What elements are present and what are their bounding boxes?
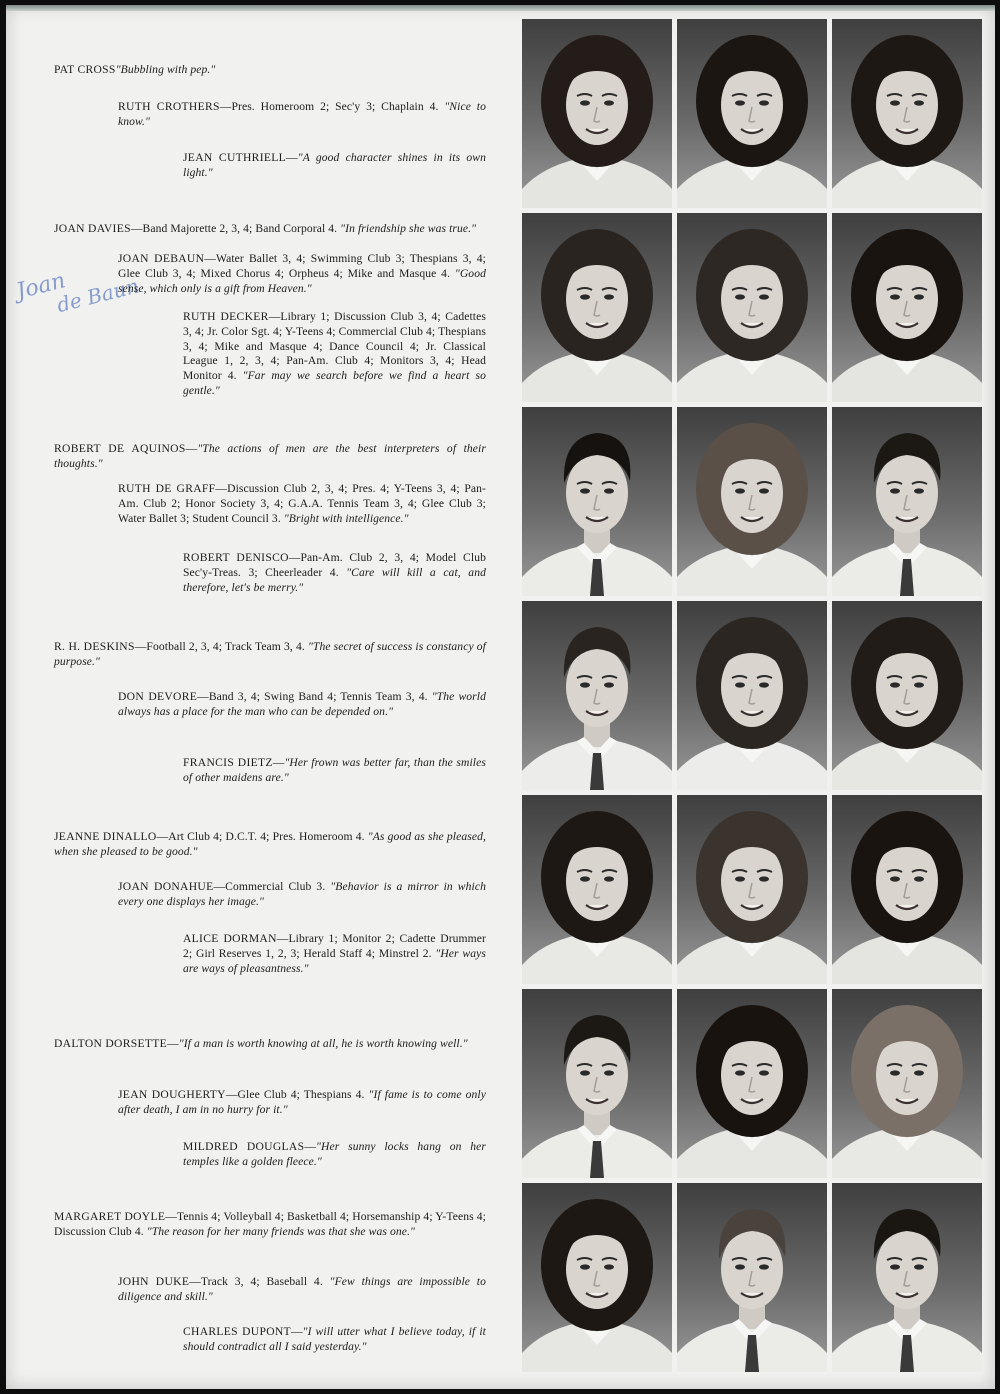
student-name: R. H. DESKINS xyxy=(54,640,135,653)
student-name: ROBERT DENISCO xyxy=(183,551,289,564)
portrait-photo xyxy=(522,213,672,402)
portrait-photo xyxy=(677,1183,827,1372)
senior-quote: "The actions of men are the best interpreters of their thoughts." xyxy=(54,442,486,470)
senior-quote: "Bright with intelligence." xyxy=(283,511,409,525)
student-name: JOAN DONAHUE xyxy=(118,880,214,893)
portrait-image xyxy=(677,601,827,790)
senior-quote: "Few things are impossible to diligence and skill." xyxy=(118,1275,486,1303)
portrait-image xyxy=(677,989,827,1178)
activities: —Pan-Am. Club 2, 3, 4; Model Club Sec'y-Treas. 3; Cheerleader 4. xyxy=(183,551,486,579)
portrait-image xyxy=(522,795,672,984)
activities: — xyxy=(286,151,298,164)
senior-quote: "A good character shines in its own light." xyxy=(183,151,486,179)
portrait-photo xyxy=(522,19,672,208)
activities: — xyxy=(272,756,285,769)
activities: —Tennis 4; Volleyball 4; Basketball 4; Horsemanship 4; Y-Teens 4; Discussion Club 4. xyxy=(54,1210,486,1238)
senior-entry xyxy=(118,690,486,720)
student-name: ROBERT DE AQUINOS xyxy=(54,442,186,455)
portrait-photo xyxy=(832,407,982,596)
student-name: RUTH DECKER xyxy=(183,310,269,323)
senior-quote: "If a man is worth knowing at all, he is worth knowing well." xyxy=(178,1037,468,1050)
portrait-image xyxy=(677,1183,827,1372)
activities: —Water Ballet 3, 4; Swimming Club 3; Thespians 3, 4; Glee Club 3, 4; Mixed Chorus 4; Orpheus 4; Mike and Masque 4. xyxy=(118,252,487,280)
portrait-photo xyxy=(522,407,672,596)
portrait-image xyxy=(832,407,982,596)
senior-quote: "Her frown was better far, than the smiles of other maidens are." xyxy=(183,756,486,784)
student-name: CHARLES DUPONT xyxy=(183,1325,291,1338)
student-name: MARGARET DOYLE xyxy=(54,1210,166,1223)
portrait-photo xyxy=(677,795,827,984)
portrait-image xyxy=(522,407,672,596)
activities: — xyxy=(185,442,198,455)
portrait-image xyxy=(677,795,827,984)
portrait-photo xyxy=(522,989,672,1178)
portrait-image xyxy=(832,213,982,402)
senior-entry xyxy=(54,63,486,78)
student-name: FRANCIS DIETZ xyxy=(183,756,273,769)
senior-entry xyxy=(118,482,486,526)
portrait-image xyxy=(832,19,982,208)
senior-entry xyxy=(118,880,486,910)
student-name: JOAN DEBAUN xyxy=(118,252,205,265)
senior-quote: "Far may we search before we find a heart so gentle." xyxy=(183,369,486,397)
portrait-image xyxy=(522,601,672,790)
student-name: RUTH DE GRAFF xyxy=(118,482,216,495)
senior-entry xyxy=(54,222,486,237)
portrait-photo xyxy=(677,19,827,208)
portrait-photo xyxy=(832,19,982,208)
senior-entry xyxy=(54,830,486,860)
senior-quote: "The world always has a place for the man who can be depended on." xyxy=(118,690,487,718)
portrait-image xyxy=(522,989,672,1178)
student-name: DALTON DORSETTE xyxy=(54,1037,168,1050)
portrait-image xyxy=(832,601,982,790)
senior-entry xyxy=(183,151,486,181)
senior-entry xyxy=(183,1140,486,1170)
student-name: MILDRED DOUGLAS xyxy=(183,1140,305,1153)
senior-quote: "The secret of success is constancy of purpose." xyxy=(54,640,486,668)
activities: —Library 1; Monitor 2; Cadette Drummer 2; Girl Reserves 1, 2, 3; Herald Staff 4; Minstrel 2. xyxy=(183,932,486,960)
activities: —Commercial Club 3. xyxy=(213,880,331,893)
senior-quote: "Bubbling with pep." xyxy=(115,63,216,76)
portrait-image xyxy=(522,1183,672,1372)
senior-quote: "Nice to know." xyxy=(118,100,486,128)
senior-quote: "Good sense, which only is a gift from Heaven." xyxy=(118,266,486,295)
activities: —Pres. Homeroom 2; Sec'y 3; Chaplain 4. xyxy=(219,100,445,113)
senior-quote: "Care will kill a cat, and therefore, let's be merry." xyxy=(183,565,486,594)
senior-entry xyxy=(118,252,486,296)
portrait-image xyxy=(832,795,982,984)
student-name: PAT CROSS xyxy=(54,63,116,76)
student-name: JEANNE DINALLO xyxy=(54,830,157,843)
activities: —Band Majorette 2, 3, 4; Band Corporal 4. xyxy=(130,222,341,235)
portrait-photo xyxy=(832,989,982,1178)
activities: — xyxy=(167,1037,179,1050)
activities: — xyxy=(304,1140,317,1153)
portrait-photo xyxy=(677,601,827,790)
portrait-photo xyxy=(832,601,982,790)
portrait-grid xyxy=(522,19,982,1372)
portrait-photo xyxy=(832,795,982,984)
activities: —Glee Club 4; Thespians 4. xyxy=(225,1088,369,1101)
portrait-image xyxy=(832,989,982,1178)
portrait-photo xyxy=(522,795,672,984)
portrait-image xyxy=(522,19,672,208)
portrait-image xyxy=(677,407,827,596)
senior-entry xyxy=(54,640,486,670)
portrait-photo xyxy=(522,601,672,790)
senior-quote: "In friendship she was true." xyxy=(340,222,477,235)
handwritten-signature: Joan de Baun xyxy=(13,268,142,318)
activities: —Band 3, 4; Swing Band 4; Tennis Team 3, 4. xyxy=(197,690,432,703)
portrait-photo xyxy=(677,407,827,596)
portrait-photo xyxy=(677,213,827,402)
senior-entry xyxy=(54,1037,486,1052)
portrait-image xyxy=(677,19,827,208)
student-name: JOAN DAVIES xyxy=(54,222,131,235)
senior-entry xyxy=(183,756,486,786)
student-name: JEAN DOUGHERTY xyxy=(118,1088,226,1101)
senior-entry xyxy=(118,1275,486,1305)
activities: — xyxy=(290,1325,303,1338)
activities: —Art Club 4; D.C.T. 4; Pres. Homeroom 4. xyxy=(156,830,368,843)
portrait-image xyxy=(677,213,827,402)
senior-entry xyxy=(118,1088,486,1118)
activities: —Track 3, 4; Baseball 4. xyxy=(189,1275,330,1288)
student-name: JOHN DUKE xyxy=(118,1275,190,1288)
activities: —Discussion Club 2, 3, 4; Pres. 4; Y-Teens 3, 4; Pan-Am. Club 2; Honor Society 3, 4; G.A.A. Tennis Team 3, 4; Glee Club 3; Water Ballet 3; Student Council 3. xyxy=(118,482,486,525)
portrait-photo xyxy=(522,1183,672,1372)
senior-quote: "If fame is to come only after death, I am in no hurry for it." xyxy=(118,1088,486,1116)
portrait-photo xyxy=(677,989,827,1178)
portrait-image xyxy=(522,213,672,402)
senior-quote: "As good as she pleased, when she pleased to be good." xyxy=(54,830,486,858)
senior-quote: "Her sunny locks hang on her temples like a golden fleece." xyxy=(183,1140,487,1168)
student-name: JEAN CUTHRIELL xyxy=(183,151,287,164)
portrait-photo xyxy=(832,1183,982,1372)
student-name: RUTH CROTHERS xyxy=(118,100,220,113)
senior-entry xyxy=(183,551,486,595)
activities: —Library 1; Discussion Club 3, 4; Cadettes 3, 4; Jr. Color Sgt. 4; Y-Teens 4; Commercial Club 4; Thespians 3, 4; Mike and Masque 4; Dance Council 4; Jr. Classical League 1, 2, 3, 4; Pan-Am. Club 4; Monitors 3, 4; Head Monitor 4. xyxy=(183,310,486,383)
student-name: DON DEVORE xyxy=(118,690,198,703)
senior-entry xyxy=(54,1210,486,1240)
senior-entry xyxy=(54,442,486,472)
portrait-photo xyxy=(832,213,982,402)
senior-quote: "Behavior is a mirror in which every one displays her image." xyxy=(118,880,486,908)
senior-quote: "I will utter what I believe today, if it should contradict all I said yesterday." xyxy=(183,1325,486,1353)
senior-quote: "Her ways are ways of pleasantness." xyxy=(183,946,486,975)
yearbook-page xyxy=(6,5,995,1389)
portrait-image xyxy=(832,1183,982,1372)
student-name: ALICE DORMAN xyxy=(183,932,277,945)
senior-entry xyxy=(183,932,486,976)
senior-entry xyxy=(183,310,486,399)
senior-quote: "The reason for her many friends was that she was one." xyxy=(146,1224,415,1238)
senior-entry xyxy=(183,1325,486,1355)
senior-entry xyxy=(118,100,486,130)
activities: —Football 2, 3, 4; Track Team 3, 4. xyxy=(134,640,308,653)
